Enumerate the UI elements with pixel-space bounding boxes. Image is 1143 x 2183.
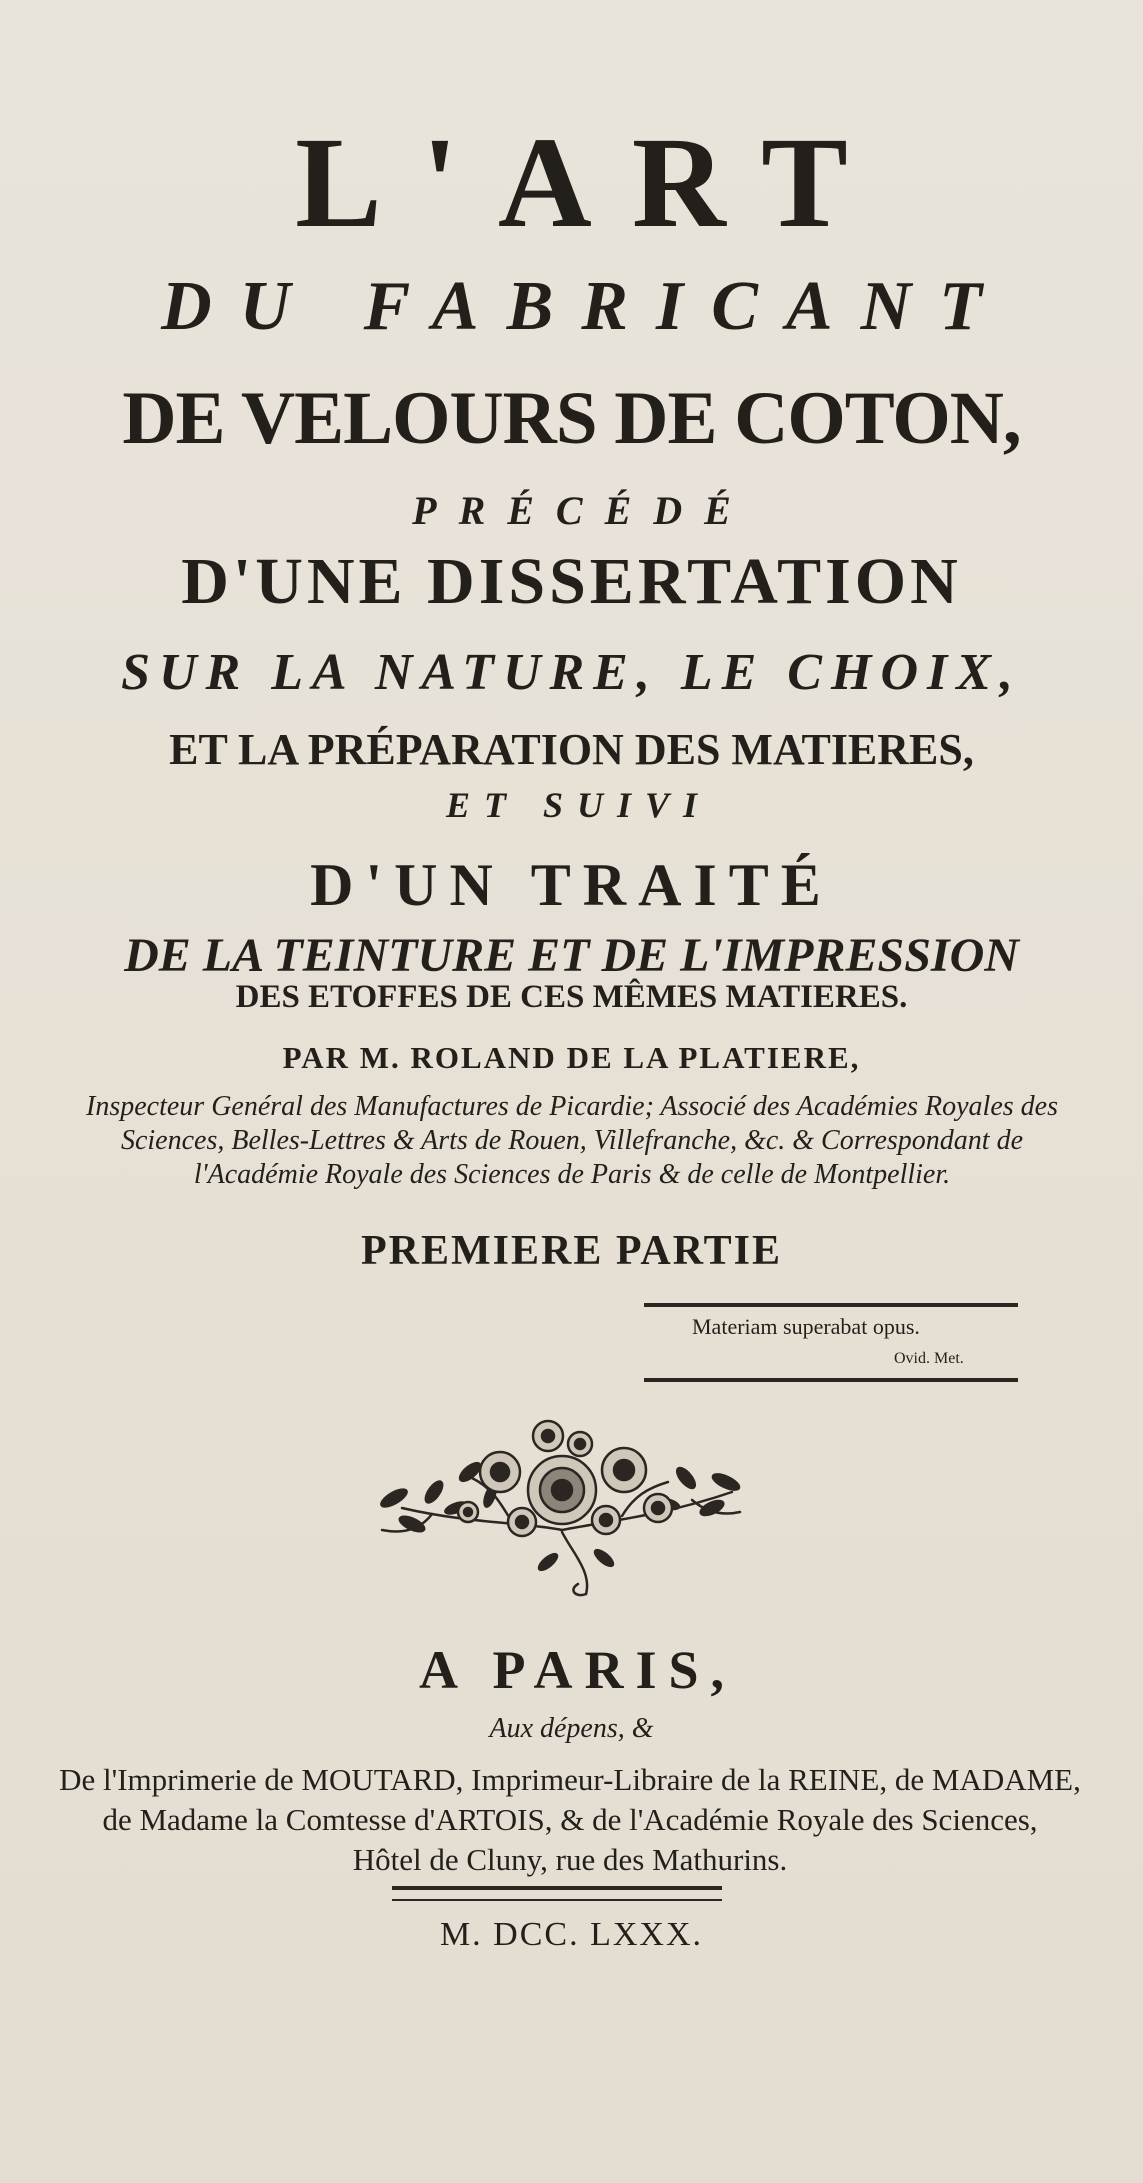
epigraph-text: Materiam superabat opus. bbox=[692, 1314, 920, 1339]
title-line-nature: SUR LA NATURE, LE CHOIX, bbox=[121, 644, 1022, 701]
floral-bouquet-icon bbox=[372, 1412, 752, 1604]
title-line-preparation: ET LA PRÉPARATION DES MATIERES, bbox=[169, 725, 974, 774]
imprint-rule-thick bbox=[392, 1886, 722, 1890]
title-line-fabricant: DU FABRICANT bbox=[161, 268, 1010, 345]
title-line-velours: DE VELOURS DE COTON, bbox=[122, 377, 1021, 460]
epigraph-source: Ovid. Met. bbox=[894, 1350, 964, 1367]
title-line-etoffes: DES ETOFFES DE CES MÊMES MATIERES. bbox=[235, 979, 908, 1015]
title-line-art: L'ART bbox=[295, 111, 888, 255]
credentials-line: l'Académie Royale des Sciences de Paris & de celle de Montpellier. bbox=[193, 1159, 951, 1190]
imprint-printer bbox=[40, 1760, 1100, 1880]
title-line-traite: D'UN TRAITÉ bbox=[310, 852, 833, 918]
epigraph-rule-top bbox=[644, 1303, 1018, 1307]
imprint-line: De l'Imprimerie de MOUTARD, Imprimeur-Libraire de la REINE, de MADAME, bbox=[59, 1762, 1081, 1797]
author-line: PAR M. ROLAND DE LA PLATIERE, bbox=[282, 1040, 861, 1075]
imprint-rule-thin bbox=[392, 1899, 722, 1901]
title-line-suivi: ET SUIVI bbox=[445, 785, 712, 825]
credentials-line: Sciences, Belles-Lettres & Arts de Rouen, Villefranche, &c. & Correspondant de bbox=[120, 1125, 1024, 1156]
imprint-year: M. DCC. LXXX. bbox=[439, 1916, 704, 1953]
imprint-line: de Madame la Comtesse d'ARTOIS, & de l'Académie Royale des Sciences, bbox=[102, 1802, 1038, 1837]
title-line-precede: PRÉCÉDÉ bbox=[412, 488, 753, 533]
author-credentials bbox=[52, 1090, 1092, 1192]
imprint-line: Hôtel de Cluny, rue des Mathurins. bbox=[352, 1842, 788, 1877]
part-heading: PREMIERE PARTIE bbox=[361, 1228, 782, 1274]
title-line-dissertation: D'UNE DISSERTATION bbox=[181, 545, 962, 618]
credentials-line: Inspecteur Genéral des Manufactures de Picardie; Associé des Académies Royales des bbox=[86, 1091, 1058, 1122]
imprint-expense: Aux dépens, & bbox=[489, 1713, 654, 1744]
epigraph-rule-bottom bbox=[644, 1378, 1018, 1382]
title-line-teinture: DE LA TEINTURE ET DE L'IMPRESSION bbox=[124, 929, 1019, 982]
imprint-city: A PARIS, bbox=[418, 1640, 737, 1700]
